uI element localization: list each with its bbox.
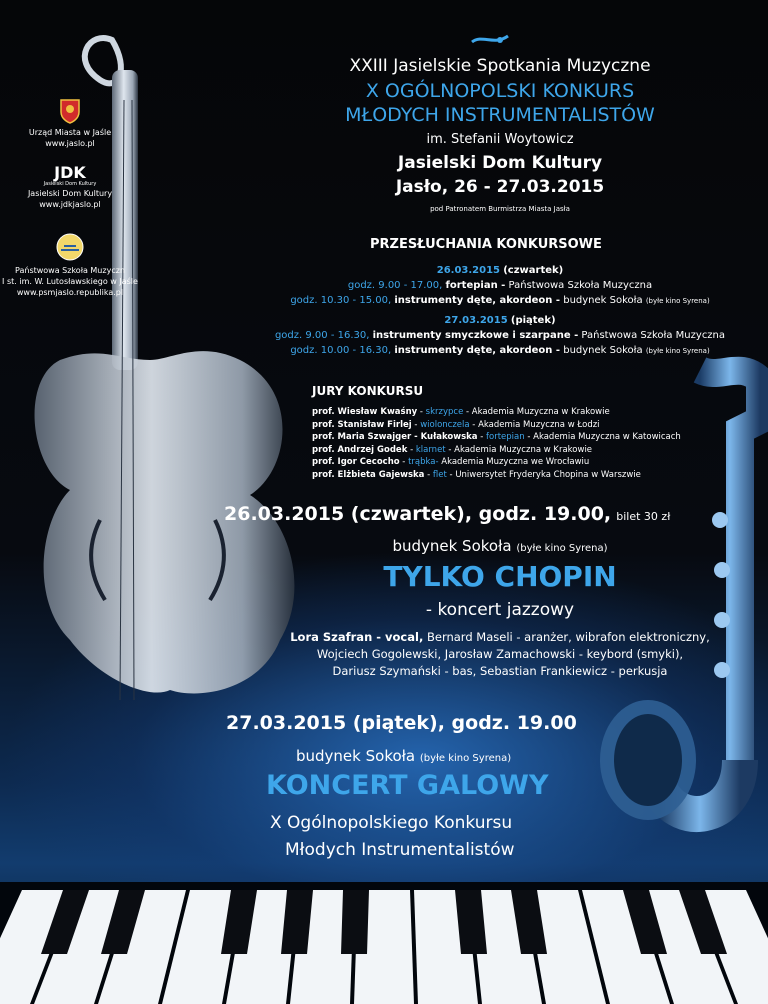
jdk-logo-icon: JDK	[54, 163, 86, 182]
day1-r2-what: instrumenty dęte, akordeon -	[394, 295, 561, 306]
hearings-day2-row2	[260, 345, 740, 356]
jury-name: prof. Wiesław Kwaśny	[312, 407, 418, 417]
day1-date: 26.03.2015	[436, 265, 501, 276]
day1-r2-time: godz. 10.30 - 15.00,	[290, 295, 392, 306]
cast-lead: Lora Szafran - vocal,	[290, 630, 424, 644]
day2-r1-where: Państwowa Szkoła Muzyczna	[581, 330, 726, 341]
jury-member: prof. Elżbieta Gajewska - flet - Uniwersytet Fryderyka Chopina w Warszwie	[312, 469, 641, 480]
concert1-cast	[260, 629, 740, 680]
jury-name: prof. Maria Szwajger - Kułakowska	[312, 432, 478, 442]
day2-r2-note: (byłe kino Syrena)	[645, 347, 710, 355]
jury-name: prof. Igor Cecocho	[312, 457, 400, 467]
logo-school-site: www.psmjaslo.republika.pl	[16, 288, 124, 297]
jury-member: prof. Igor Cecocho - trąbka- Akademia Muzyczna we Wrocławiu	[312, 457, 590, 467]
contest-title: X OGÓLNOPOLSKI KONKURS	[365, 80, 635, 102]
place-dates: Jasło, 26 - 27.03.2015	[395, 177, 605, 197]
jury-title: JURY KONKURSU	[312, 384, 424, 398]
concert1-title: TYLKO CHOPIN	[383, 560, 617, 593]
day2-r2-time: godz. 10.00 - 16.30,	[290, 345, 392, 356]
jury-member: prof. Stanisław Firlej - wiolonczela - Akademia Muzyczna w Łodzi	[312, 419, 600, 430]
day1-r1-what: fortepian -	[445, 280, 506, 291]
jury-institution: Akademia Muzyczna w Łodzi	[478, 419, 600, 430]
logo-city-site: www.jaslo.pl	[45, 139, 95, 148]
day1-r2-note: (byłe kino Syrena)	[645, 297, 710, 305]
logo-school-name1: Państwowa Szkoła Muzyczn	[15, 266, 125, 275]
jury-member: prof. Maria Szwajger - Kułakowska - fortepian - Akademia Muzyczna w Katowicach	[312, 432, 681, 442]
hearings-title: PRZESŁUCHANIA KONKURSOWE	[370, 237, 602, 252]
concert1-venue-row	[260, 537, 740, 555]
music-school-logo-icon	[55, 232, 85, 262]
hearings-day2-row1	[260, 330, 740, 341]
day2-r2-what: instrumenty dęte, akordeon -	[394, 345, 561, 356]
jury-institution: Akademia Muzyczna we Wrocławiu	[441, 457, 590, 467]
jury-instrument: klarnet	[415, 444, 446, 455]
cast-1: Bernard Maseli - aranżer, wibrafon elektroniczny,	[426, 630, 710, 644]
contest-subtitle: MŁODYCH INSTRUMENTALISTÓW	[345, 104, 655, 126]
piano-black-key	[341, 890, 369, 954]
jury-institution: Akademia Muzyczna w Krakowie	[471, 407, 610, 417]
concert2-venue: budynek Sokoła	[296, 747, 416, 765]
day2-r1-what: instrumenty smyczkowe i szarpane -	[372, 330, 579, 341]
festival-title: XXIII Jasielskie Spotkania Muzyczne	[349, 56, 651, 76]
patron-name: im. Stefanii Woytowicz	[426, 132, 574, 147]
concert1-datetime: 26.03.2015 (czwartek), godz. 19.00,	[224, 503, 612, 525]
cast-line	[260, 629, 740, 646]
cast-line: Dariusz Szymański - bas, Sebastian Frankiewicz - perkusja	[332, 664, 668, 678]
concert1-ticket: bilet 30 zł	[616, 510, 671, 523]
day1-r1-time: godz. 9.00 - 17.00,	[347, 280, 443, 291]
day1-r2-where: budynek Sokoła	[563, 295, 643, 306]
patronage-note: pod Patronatem Burmistrza Miasta Jasła	[430, 205, 570, 213]
piano-keyboard-icon	[0, 882, 768, 1004]
organizer: Jasielski Dom Kultury	[397, 153, 603, 173]
logo-jdk	[0, 165, 140, 210]
concert1-venue: budynek Sokoła	[392, 537, 512, 555]
hearings-day1-heading	[260, 265, 740, 276]
logo-city	[0, 98, 140, 149]
logo-jdk-site: www.jdkjaslo.pl	[39, 200, 101, 209]
concert2-datetime: 27.03.2015 (piątek), godz. 19.00	[226, 712, 577, 734]
cast-line: Wojciech Gogolewski, Jarosław Zamachowski - keybord (smyki),	[316, 647, 684, 661]
concert2-sub2: Młodych Instrumentalistów	[285, 840, 515, 860]
logo-school	[0, 232, 140, 298]
hearings-day1-row1	[260, 280, 740, 291]
jdk-logo-sub: Jasielski Dom Kultury	[43, 181, 97, 187]
day2-date: 27.03.2015	[444, 315, 508, 326]
logo-jdk-name: Jasielski Dom Kultury	[27, 189, 113, 198]
jury-name: prof. Andrzej Godek	[312, 444, 408, 455]
music-note-logo-icon	[470, 28, 510, 48]
jury-name: prof. Stanisław Firlej	[312, 419, 412, 430]
day1-weekday: (czwartek)	[503, 265, 564, 276]
jury-institution: Akademia Muzyczna w Krakowie	[454, 444, 593, 455]
day2-weekday: (piątek)	[510, 315, 556, 326]
day2-r1-time: godz. 9.00 - 16.30,	[274, 330, 370, 341]
jury-instrument: wiolonczela	[420, 419, 470, 430]
concert1-subtitle: - koncert jazzowy	[425, 600, 575, 620]
day1-r1-where: Państwowa Szkoła Muzyczna	[508, 280, 653, 291]
concert2-sub1: X Ogólnopolskiego Konkursu	[270, 813, 513, 833]
jury-instrument: fortepian	[486, 432, 525, 442]
jury-member: prof. Andrzej Godek - klarnet - Akademia Muzyczna w Krakowie	[312, 444, 593, 455]
concert2-venue-note: (byłe kino Syrena)	[419, 753, 512, 764]
jury-institution: Akademia Muzyczna w Katowicach	[533, 432, 681, 442]
concert2-title: KONCERT GALOWY	[266, 770, 549, 801]
jury-institution: Uniwersytet Fryderyka Chopina w Warszwie	[455, 469, 641, 480]
hearings-day2-heading	[260, 315, 740, 326]
jury-list	[312, 406, 681, 481]
concert1-datetime-row	[224, 503, 764, 525]
logo-school-name2: I st. im. W. Lutosławskiego w Jaśle	[2, 277, 138, 286]
jury-member: prof. Wiesław Kwaśny - skrzypce - Akademia Muzyczna w Krakowie	[312, 407, 610, 417]
jury-instrument: trąbka-	[408, 457, 439, 467]
hearings-day1-row2	[260, 295, 740, 306]
jury-instrument: skrzypce	[425, 407, 464, 417]
concert2-venue-row	[296, 747, 511, 765]
jury-instrument: flet	[432, 469, 447, 480]
coat-of-arms-icon	[59, 98, 81, 124]
concert1-venue-note: (byłe kino Syrena)	[516, 543, 608, 554]
jury-name: prof. Elżbieta Gajewska	[312, 469, 425, 480]
logo-city-name: Urząd Miasta w Jaśle	[28, 128, 112, 137]
day2-r2-where: budynek Sokoła	[563, 345, 643, 356]
